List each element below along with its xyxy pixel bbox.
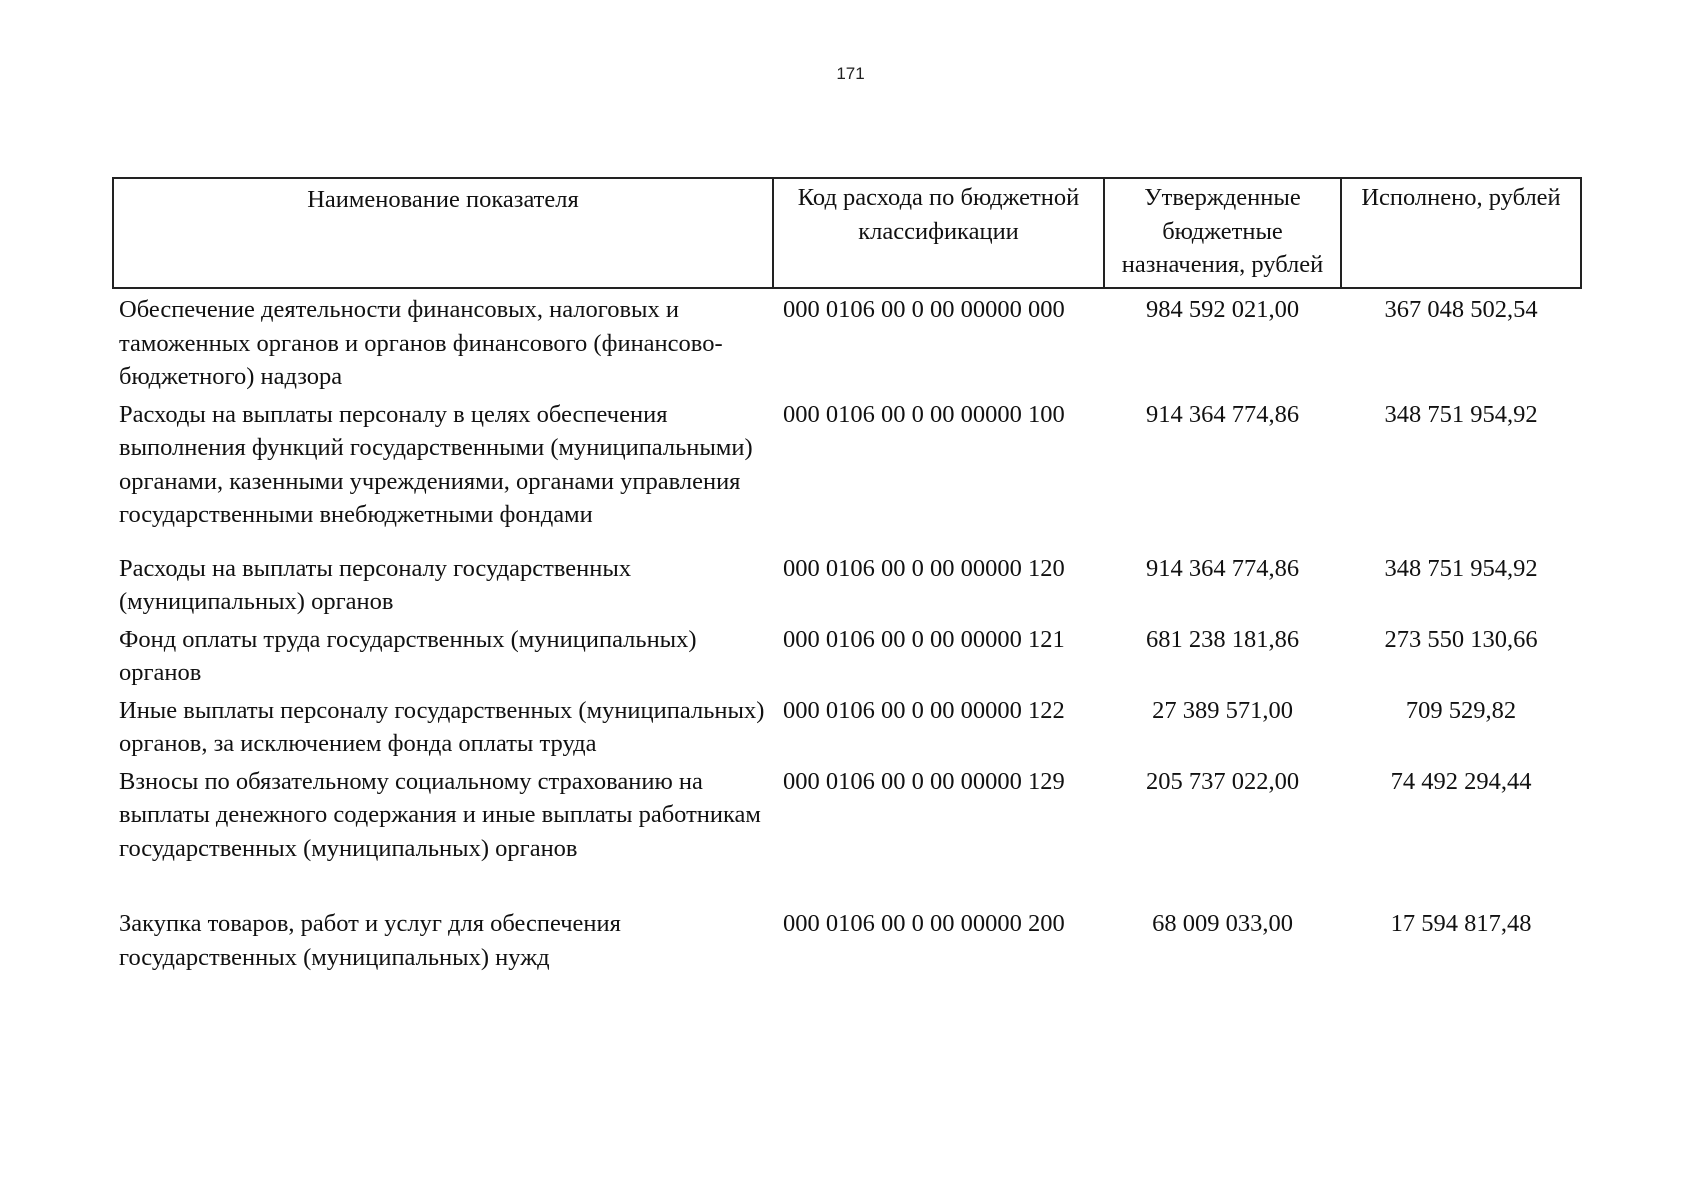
table-header	[113, 178, 1581, 288]
row-indicator-name: Расходы на выплаты персоналу в целях обеспечения выполнения функций государственными (муниципальными) органами, казенными учреждениями, органами управления государственными внебюджетными фондами	[119, 400, 753, 528]
table-body	[113, 288, 1581, 974]
table-row	[113, 394, 1581, 548]
row-budget-code: 000 0106 00 0 00 00000 120	[783, 554, 1065, 582]
row-indicator-name: Расходы на выплаты персоналу государственных (муниципальных) органов	[119, 554, 632, 615]
row-executed-amount: 709 529,82	[1405, 696, 1517, 724]
row-executed-amount: 74 492 294,44	[1390, 767, 1532, 795]
row-approved-amount: 914 364 774,86	[1145, 400, 1300, 428]
row-executed-amount: 273 550 130,66	[1384, 625, 1538, 653]
header-indicator-name: Наименование показателя	[113, 178, 773, 288]
header-approved-amount: Утвержденные бюджетные назначения, рублей	[1104, 178, 1341, 288]
row-approved-amount: 205 737 022,00	[1145, 767, 1300, 795]
table-row	[113, 548, 1581, 619]
row-approved-amount: 984 592 021,00	[1145, 296, 1300, 323]
row-budget-code: 000 0106 00 0 00 00000 100	[783, 400, 1065, 428]
row-budget-code: 000 0106 00 0 00 00000 122	[783, 696, 1065, 724]
row-indicator-name: Иные выплаты персоналу государственных (муниципальных) органов, за исключением фонда оплаты труда	[119, 696, 765, 757]
row-executed-amount: 367 048 502,54	[1384, 296, 1538, 323]
row-executed-amount: 348 751 954,92	[1384, 400, 1538, 428]
table-row	[113, 690, 1581, 761]
table-row	[113, 903, 1581, 974]
row-approved-amount: 27 389 571,00	[1152, 696, 1293, 724]
row-executed-amount: 17 594 817,48	[1390, 910, 1532, 937]
row-approved-amount: 914 364 774,86	[1145, 554, 1300, 582]
page-number: 171	[836, 64, 865, 83]
row-budget-code: 000 0106 00 0 00 00000 129	[783, 767, 1065, 795]
row-budget-code: 000 0106 00 0 00 00000 000	[783, 296, 1065, 323]
row-indicator-name: Обеспечение деятельности финансовых, налоговых и таможенных органов и органов финансового (финансово-бюджетного) надзора	[119, 296, 723, 390]
row-approved-amount: 681 238 181,86	[1145, 625, 1300, 653]
row-executed-amount: 348 751 954,92	[1384, 554, 1538, 582]
table-row	[113, 619, 1581, 690]
table-row	[113, 761, 1581, 904]
row-approved-amount: 68 009 033,00	[1152, 910, 1293, 937]
budget-execution-table	[112, 177, 1582, 974]
row-budget-code: 000 0106 00 0 00 00000 121	[783, 625, 1065, 653]
row-budget-code: 000 0106 00 0 00 00000 200	[783, 910, 1065, 937]
header-executed-amount: Исполнено, рублей	[1341, 178, 1581, 288]
row-indicator-name: Взносы по обязательному социальному страхованию на выплаты денежного содержания и иные выплаты работникам государственных (муниципальных) органов	[119, 767, 761, 862]
row-indicator-name: Закупка товаров, работ и услуг для обеспечения государственных (муниципальных) нужд	[119, 910, 621, 971]
table-row	[113, 288, 1581, 394]
header-row	[113, 178, 1581, 288]
header-budget-code: Код расхода по бюджетной классификации	[773, 178, 1104, 288]
row-indicator-name: Фонд оплаты труда государственных (муниципальных) органов	[119, 625, 697, 686]
